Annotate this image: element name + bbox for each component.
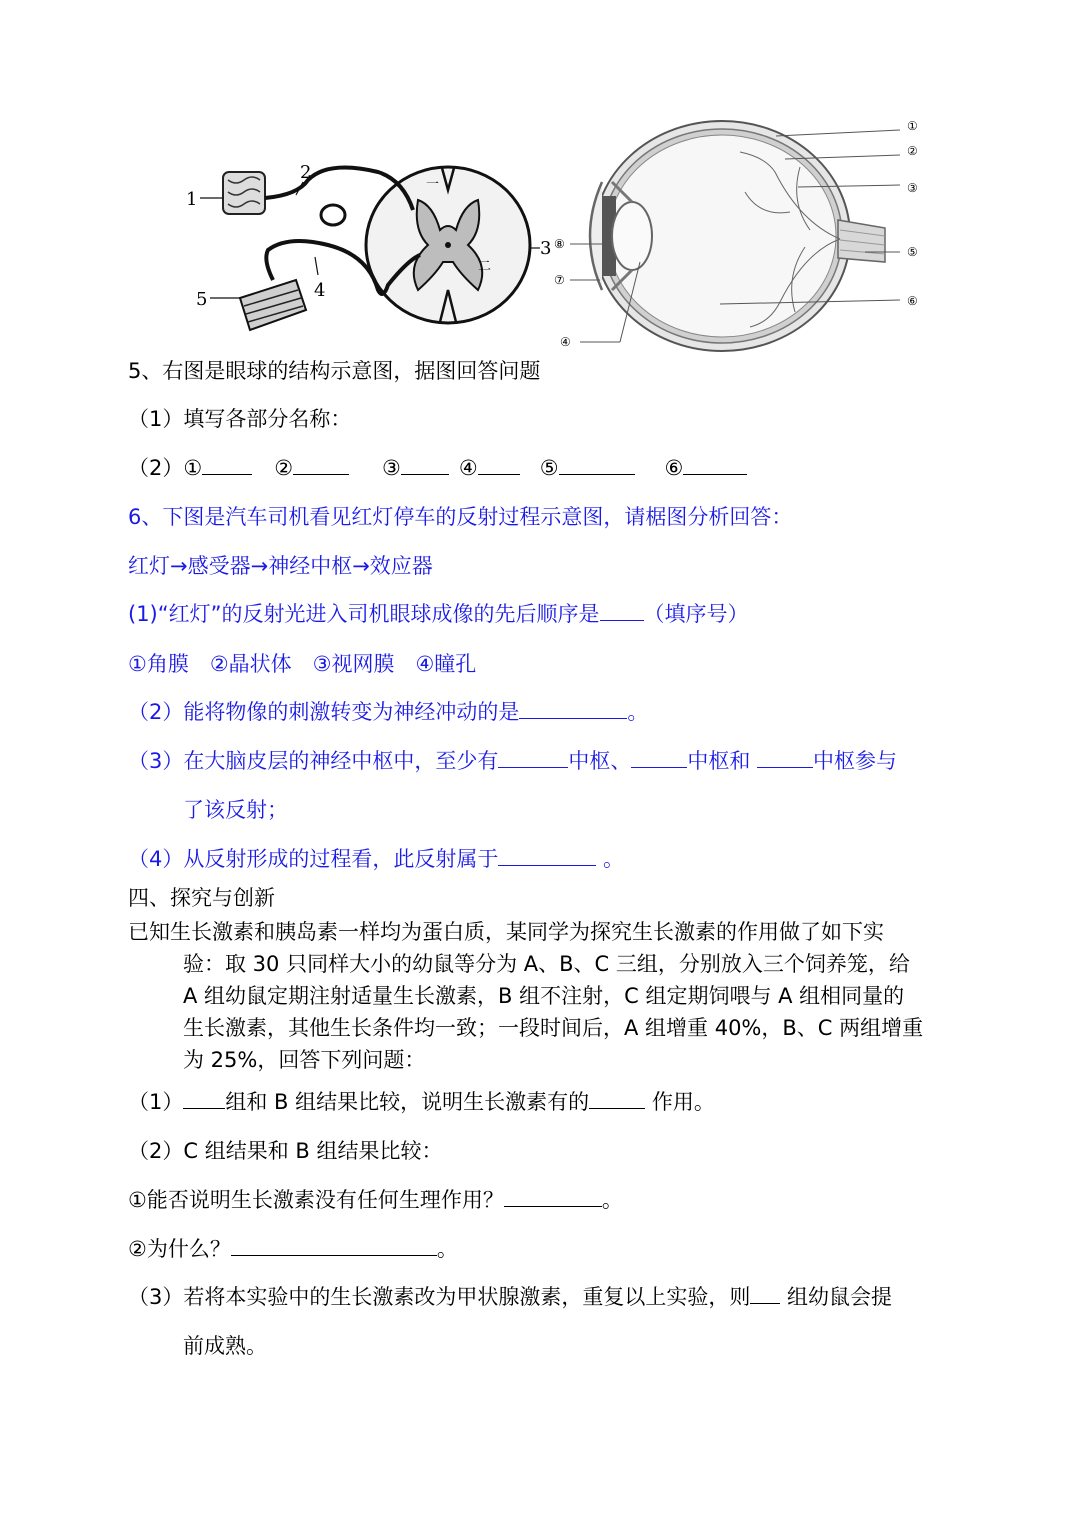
q5-answer-3[interactable]: [401, 454, 449, 475]
s4-q1-answer-2[interactable]: [589, 1088, 645, 1109]
q6-part4-answer[interactable]: [498, 845, 596, 866]
q6-part3-cont: 了该反射；: [183, 798, 288, 822]
intro-line-2: 验：取 30 只同样大小的幼鼠等分为 A、B、C 三组，分别放入三个饲养笼，给: [183, 952, 910, 976]
q5-sub1: （1）填写各部分名称：: [128, 407, 352, 431]
q6-part2: [128, 698, 648, 726]
reflex-label-3: 3: [540, 238, 552, 259]
eye-label-1: ①: [907, 119, 918, 133]
q5-blank-label-3: ③: [382, 456, 401, 480]
eye-label-8: ⑧: [554, 237, 565, 251]
intro-line-1: 已知生长激素和胰岛素一样均为蛋白质，某同学为探究生长激素的作用做了如下实: [128, 920, 884, 944]
eye-label-2: ②: [907, 144, 918, 158]
q6-part3-text-c: 中枢和: [687, 749, 758, 773]
s4-q1-end: 作用。: [645, 1090, 715, 1114]
q6-part1-answer[interactable]: [600, 600, 644, 621]
q6-part4-text: （4）从反射形成的过程看，此反射属于: [128, 847, 499, 871]
q5-answer-1[interactable]: [202, 454, 252, 475]
eye-label-6: ⑥: [907, 294, 918, 308]
q6-part1: [128, 600, 749, 628]
section4-intro: [128, 916, 948, 1076]
q6-part3-text-b: 中枢、: [568, 749, 632, 773]
s4-q3-text-b: 组幼鼠会提: [780, 1285, 893, 1309]
q5-blank-label-6: ⑥: [664, 456, 684, 480]
s4-q3: [128, 1283, 892, 1311]
q6-title: 6、下图是汽车司机看见红灯停车的反射过程示意图，请椐图分析回答：: [128, 505, 793, 529]
q5-sub2-prefix: （2）: [128, 456, 184, 480]
q6-part2-end: 。: [627, 700, 649, 724]
intro-line-5: 为 25%，回答下列问题：: [183, 1048, 426, 1072]
reflex-mark-1: 一: [426, 177, 440, 192]
s4-q3-text: （3）若将本实验中的生长激素改为甲状腺激素，重复以上实验，则: [128, 1285, 751, 1309]
eyeball-figure: [550, 112, 935, 352]
s4-q1-text: 组和 B 组结果比较，说明生长激素有的: [225, 1090, 590, 1114]
s4-q2: （2）C 组结果和 B 组结果比较：: [128, 1139, 443, 1163]
q5-blank-label-5: ⑤: [539, 456, 559, 480]
q5-blank-label-1: ①: [183, 456, 203, 480]
s4-q2-1-text: ①能否说明生长激素没有任何生理作用？: [128, 1188, 504, 1212]
s4-q2-1: [128, 1186, 623, 1214]
q6-part3-answer-2[interactable]: [631, 747, 687, 768]
q5-title: 5、右图是眼球的结构示意图，据图回答问题: [128, 359, 541, 383]
s4-q1-prefix: （1）: [128, 1090, 184, 1114]
q6-part4-end: 。: [596, 847, 625, 871]
cornea: [590, 182, 602, 290]
reflex-label-2: 2: [300, 162, 312, 183]
q5-answer-6[interactable]: [683, 454, 747, 475]
intro-line-3: A 组幼鼠定期注射适量生长激素，B 组不注射，C 组定期饲喂与 A 组相同量的: [183, 984, 905, 1008]
s4-q3-answer[interactable]: [750, 1283, 780, 1304]
s4-q2-2: [128, 1235, 458, 1263]
reflex-label-4: 4: [314, 280, 326, 301]
eye-label-7: ⑦: [554, 273, 565, 287]
s4-q2-2-end: 。: [436, 1237, 458, 1261]
s4-q2-2-answer[interactable]: [231, 1235, 437, 1256]
reflex-label-1: 1: [186, 189, 198, 210]
q5-blank-label-4: ④: [458, 456, 478, 480]
s4-q2-1-end: 。: [601, 1188, 623, 1212]
reflex-label-5: 5: [196, 289, 208, 310]
q6-part3-text: （3）在大脑皮层的神经中枢中，至少有: [128, 749, 499, 773]
s4-q3-cont: 前成熟。: [183, 1334, 267, 1358]
q6-part1-note: （填序号）: [643, 602, 749, 626]
reflex-mark-2: 二: [478, 259, 492, 274]
q6-part3-answer-3[interactable]: [757, 747, 813, 768]
q5-answer-5[interactable]: [559, 454, 635, 475]
q5-answer-4[interactable]: [478, 454, 520, 475]
s4-q2-1-answer[interactable]: [504, 1186, 602, 1207]
lens: [612, 202, 652, 270]
q6-flow: 红灯→感受器→神经中枢→效应器: [128, 554, 433, 578]
intro-line-4: 生长激素，其他生长条件均一致；一段时间后，A 组增重 40%，B、C 两组增重: [183, 1016, 924, 1040]
q6-part1-text: (1)“红灯”的反射光进入司机眼球成像的先后顺序是: [128, 602, 600, 626]
eye-label-4: ④: [560, 335, 571, 349]
eye-label-5: ⑤: [907, 245, 918, 259]
s4-q2-2-text: ②为什么？: [128, 1237, 231, 1261]
q6-options: ①角膜 ②晶状体 ③视网膜 ④瞳孔: [128, 652, 477, 676]
q6-part4: [128, 845, 624, 873]
s4-q1-answer-1[interactable]: [183, 1088, 225, 1109]
q6-part2-answer[interactable]: [519, 698, 627, 719]
q6-part2-text: （2）能将物像的刺激转变为神经冲动的是: [128, 700, 520, 724]
q6-part3-answer-1[interactable]: [498, 747, 568, 768]
q5-blank-label-2: ②: [274, 456, 294, 480]
effector-muscle: [240, 280, 306, 330]
q6-part3-text-d: 中枢参与: [813, 749, 898, 773]
s4-q1: [128, 1088, 715, 1116]
q5-answer-2[interactable]: [293, 454, 349, 475]
q5-sub2: [128, 454, 747, 482]
q6-part3: [128, 747, 897, 775]
reflex-arc-figure: [178, 150, 558, 350]
section4-title: 四、探究与创新: [128, 886, 275, 910]
eye-label-3: ③: [907, 181, 918, 195]
